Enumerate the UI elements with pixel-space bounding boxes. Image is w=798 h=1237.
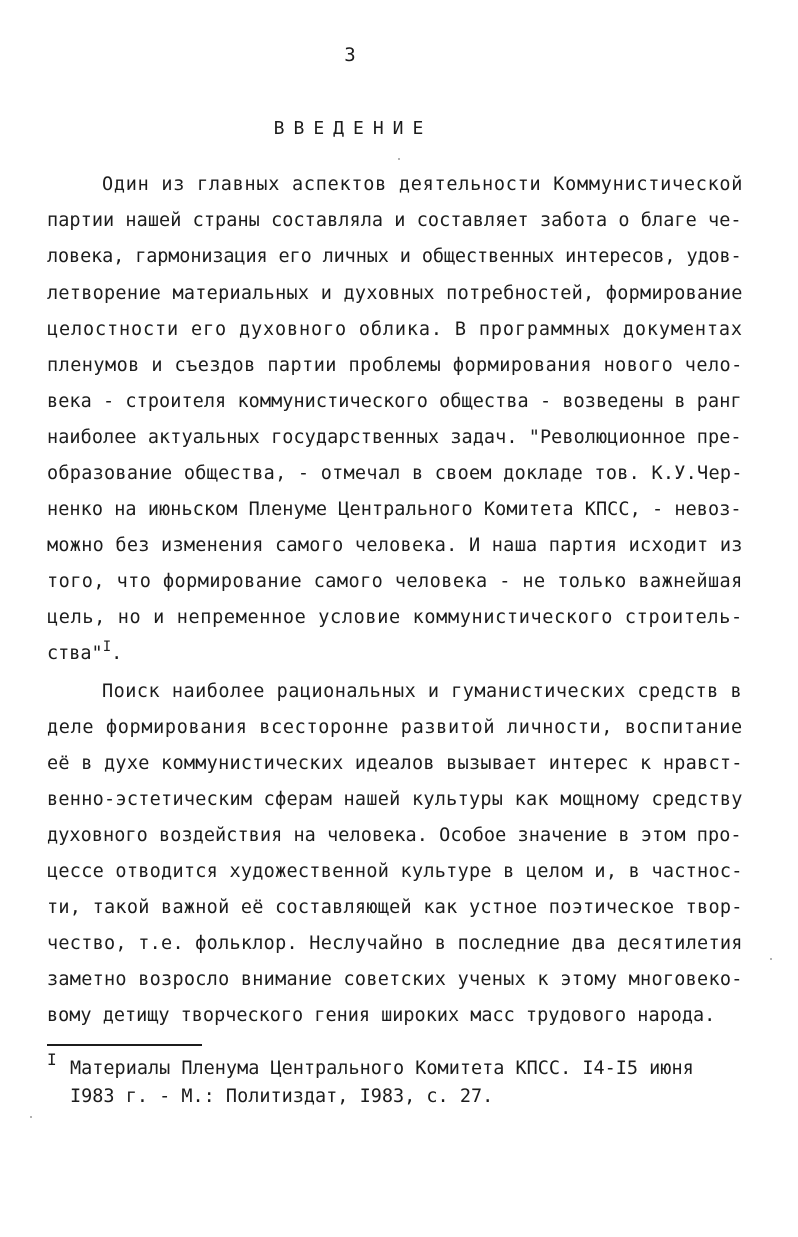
paragraph-2-line: вому детищу творческого гения широких масс трудового народа. xyxy=(47,1005,716,1026)
paragraph-1-line: партии нашей страны составляла и составляет забота о благе че- xyxy=(47,210,742,231)
footnote-reference: I xyxy=(102,639,112,655)
paragraph-1-line: Один из главных аспектов деятельности Коммунистической xyxy=(102,174,744,195)
scan-speck xyxy=(770,958,772,960)
paragraph-1-line: ловека, гармонизация его личных и общественных интересов, удов- xyxy=(47,246,742,267)
footnote-line: I983 г. - М.: Политиздат, I983, с. 27. xyxy=(70,1086,494,1107)
paragraph-2-line: ти, такой важной её составляющей как устное поэтическое твор- xyxy=(47,897,743,918)
paragraph-1-line: ства" xyxy=(47,643,103,664)
paragraph-1-line: можно без изменения самого человека. И наша партия исходит из xyxy=(47,535,743,556)
paragraph-2-line: деле формирования всесторонне развитой личности, воспитание xyxy=(47,717,743,738)
paragraph-1-line: того, что формирование самого человека - не только важнейшая xyxy=(47,571,743,592)
paragraph-1-line: цель, но и непременное условие коммунистического строитель- xyxy=(47,607,743,628)
paragraph-2-line: Поиск наиболее рациональных и гуманистических средств в xyxy=(102,681,743,702)
sentence-end: . xyxy=(111,643,123,664)
scan-speck xyxy=(398,158,400,160)
paragraph-1-line: наиболее актуальных государственных задач. "Революционное пре- xyxy=(47,427,742,448)
paragraph-2-line: её в духе коммунистических идеалов вызывает интерес к нравст- xyxy=(47,753,743,774)
paragraph-2-line: цессе отводится художественной культуре в целом и, в частнос- xyxy=(47,861,743,882)
paragraph-1-line: века - строителя коммунистического общества - возведены в ранг xyxy=(47,391,742,412)
paragraph-1-line: образование общества, - отмечал в своем докладе тов. К.У.Чер- xyxy=(47,463,743,484)
footnote-separator xyxy=(47,1044,202,1046)
page-number: 3 xyxy=(344,44,356,66)
paragraph-1-line: целостности его духовного облика. В программных документах xyxy=(47,319,743,340)
paragraph-2-line: духовного воздействия на человека. Особое значение в этом про- xyxy=(47,825,742,846)
paragraph-2-line: чество, т.е. фольклор. Неслучайно в последние два десятилетия xyxy=(47,933,743,954)
paragraph-1-line: ненко на июньском Пленуме Центрального Комитета КПСС, - невоз- xyxy=(47,499,742,520)
paragraph-1-line: летворение материальных и духовных потребностей, формирование xyxy=(47,283,743,304)
paragraph-1-line: пленумов и съездов партии проблемы формирования нового чело- xyxy=(47,355,743,376)
footnote-line: Материалы Пленума Центрального Комитета КПСС. I4-I5 июня xyxy=(70,1058,694,1079)
scan-speck xyxy=(30,1116,32,1118)
section-heading: ВВЕДЕНИЕ xyxy=(273,118,433,139)
paragraph-2-line: заметно возросло внимание советских ученых к этому многовеко- xyxy=(47,969,743,990)
footnote-marker: I xyxy=(47,1050,57,1069)
paragraph-1-last-line xyxy=(47,639,123,665)
paragraph-2-line: венно-эстетическим сферам нашей культуры как мощному средству xyxy=(47,789,743,810)
